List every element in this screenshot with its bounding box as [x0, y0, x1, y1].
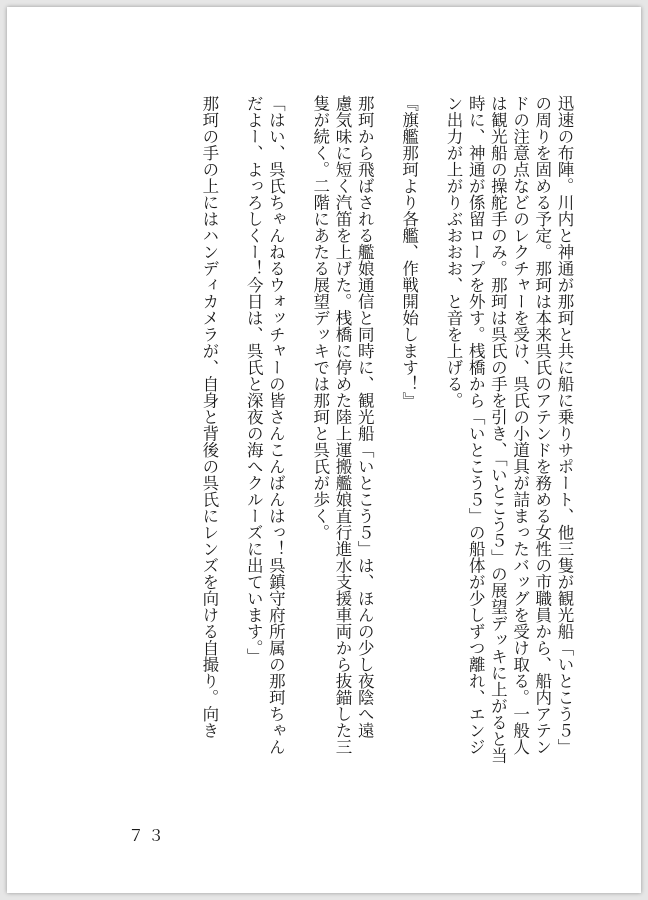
vertical-body-text: [198, 95, 575, 805]
page-number: ７３: [127, 826, 168, 845]
text-line: 那珂から飛ばされる艦娘通信と同時に、観光船「いとこう５」は、ほんの少し夜陰へ遠: [355, 95, 375, 739]
blank-line: [220, 95, 242, 805]
text-line: の周りを固める予定。那珂は本来呉氏のアテンドを務める女性の市職員から、船内アテン: [532, 95, 552, 755]
text-line: 那珂の手の上にはハンディカメラが、自身と背後の呉氏にレンズを向ける自撮り。向き: [199, 95, 219, 739]
book-page: [7, 7, 641, 893]
text-line: 『旗艦那珂より各艦、作戦開始します！』: [399, 95, 419, 409]
text-line: 迅速の布陣。川内と神通が那珂と共に船に乗りサポート、他三隻が観光船「いとこう５」: [555, 95, 574, 755]
text-line: 隻が続く。二階にあたる展望デッキでは那珂と呉氏が歩く。: [310, 95, 330, 541]
blank-line: [420, 95, 442, 805]
blank-line: [286, 95, 308, 805]
blank-line: [375, 95, 397, 805]
text-line: ドの注意点などのレクチャーを受け、呉氏の小道具が詰まったバッグを受け取る。一般人: [510, 95, 530, 755]
text-line: ン出力が上がりぶおおお、と音を上げる。: [443, 95, 463, 409]
text-line: だよー、よっろしくー！今日は、呉氏と深夜の海へクルーズに出ています。」: [244, 95, 264, 665]
text-line: 慮気味に短く汽笛を上げた。桟橋に停めた陸上運搬艦娘直行進水支援車両から抜錨した三: [333, 95, 352, 755]
text-line: は観光船の操舵手のみ。那珂は呉氏の手を引き、「いとこう５」の展望デッキに上がると当: [488, 95, 508, 764]
text-line: 「はい、呉氏ちゃんねるウォッチャーの皆さんこんばんはっ！呉鎮守府所属の那珂ちゃん: [266, 95, 286, 755]
text-line: 時に、神通が係留ロープを外す。桟橋から「いとこう５」の船体が少しずつ離れ、エンジ: [466, 95, 486, 755]
